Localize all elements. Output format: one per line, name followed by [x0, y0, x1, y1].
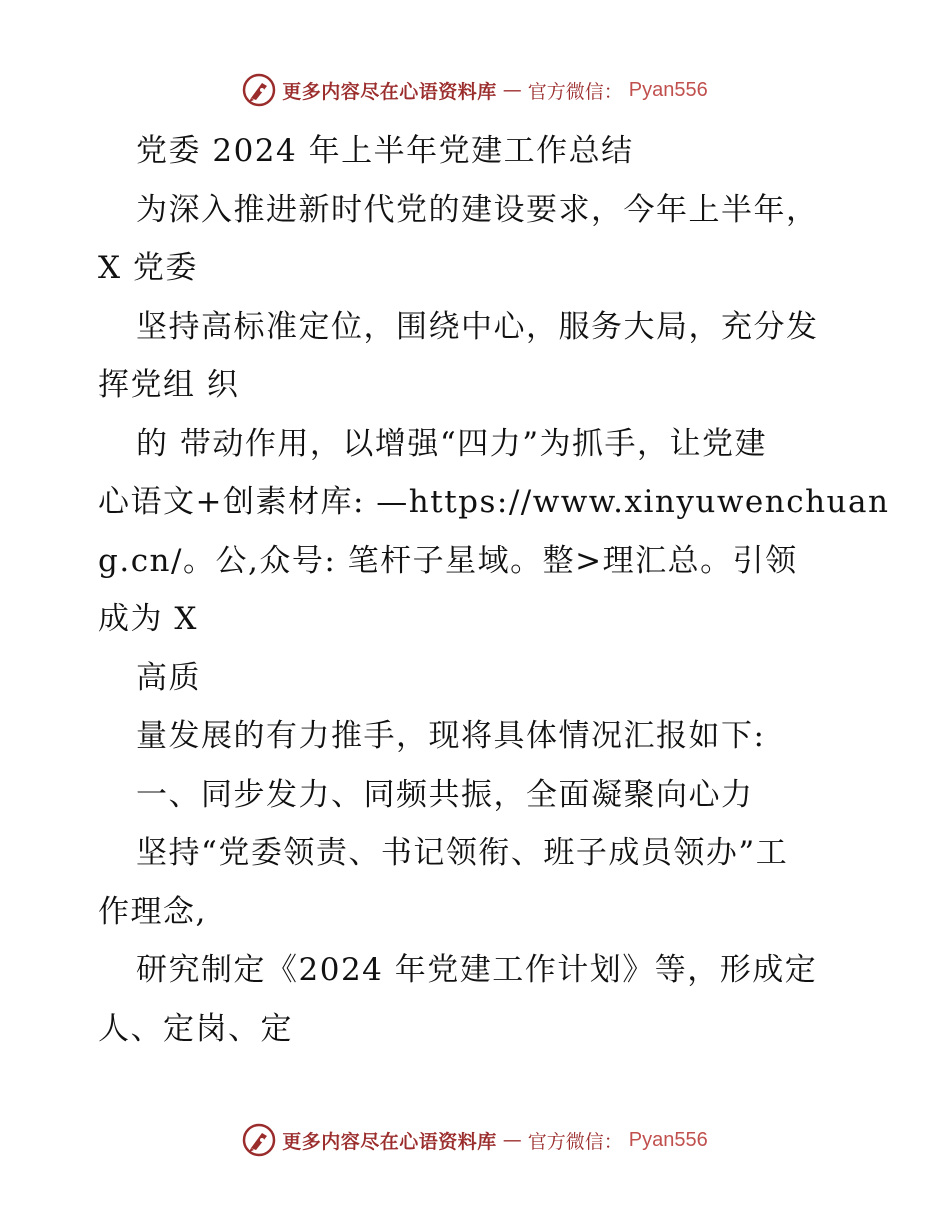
text-line: 的 带动作用，以增强“四力”为抓手，让党建 — [136, 425, 768, 462]
text-line: 挥党组 织 — [98, 367, 240, 403]
watermark-separator: — — [502, 1129, 522, 1151]
text-line: 量发展的有力推手，现将具体情况汇报如下: — [136, 718, 766, 754]
text-line: 为深入推进新时代党的建设要求，今年上半年， — [136, 191, 819, 228]
footer-watermark-banner — [0, 1120, 950, 1160]
text-line: 高质 — [136, 659, 201, 696]
text-line: 坚持高标准定位，围绕中心，服务大局，充分发 — [136, 308, 819, 345]
text-line: 党委 2024 年上半年党建工作总结 — [136, 133, 634, 169]
watermark-text: 更多内容尽在心语资料库 — [282, 80, 497, 103]
header-watermark-inner — [242, 73, 708, 107]
pen-nib-logo-icon — [242, 1123, 276, 1157]
text-line: 一、同步发力、同频共振，全面凝聚向心力 — [136, 776, 754, 813]
watermark-separator: — — [502, 79, 522, 101]
text-line: 坚持“党委领责、书记领衔、班子成员领办”工 — [136, 835, 789, 871]
text-line: 人、定岗、定 — [98, 1010, 293, 1047]
text-line: g.cn/。公,众号: 笔杆子星域。整>理汇总。引领 — [98, 542, 798, 579]
footer-watermark-inner — [242, 1123, 708, 1157]
pen-nib-logo-icon — [242, 73, 276, 107]
watermark-wechat-label: 官方微信： — [527, 80, 623, 103]
text-line: 成为 X — [98, 601, 198, 637]
document-body — [98, 122, 890, 1058]
watermark-wechat-id: Pyan556 — [628, 78, 708, 101]
watermark-text: 更多内容尽在心语资料库 — [282, 1130, 497, 1153]
text-line: 作理念, — [98, 893, 207, 930]
text-line: 研究制定《2024 年党建工作计划》等，形成定 — [136, 952, 818, 988]
header-watermark-banner — [0, 70, 950, 110]
text-line: 心语文+创素材库: —https://www.xinyuwenchuan — [98, 484, 890, 520]
watermark-wechat-label: 官方微信： — [527, 1130, 623, 1153]
watermark-wechat-id: Pyan556 — [628, 1128, 708, 1151]
text-line: X 党委 — [98, 250, 198, 286]
